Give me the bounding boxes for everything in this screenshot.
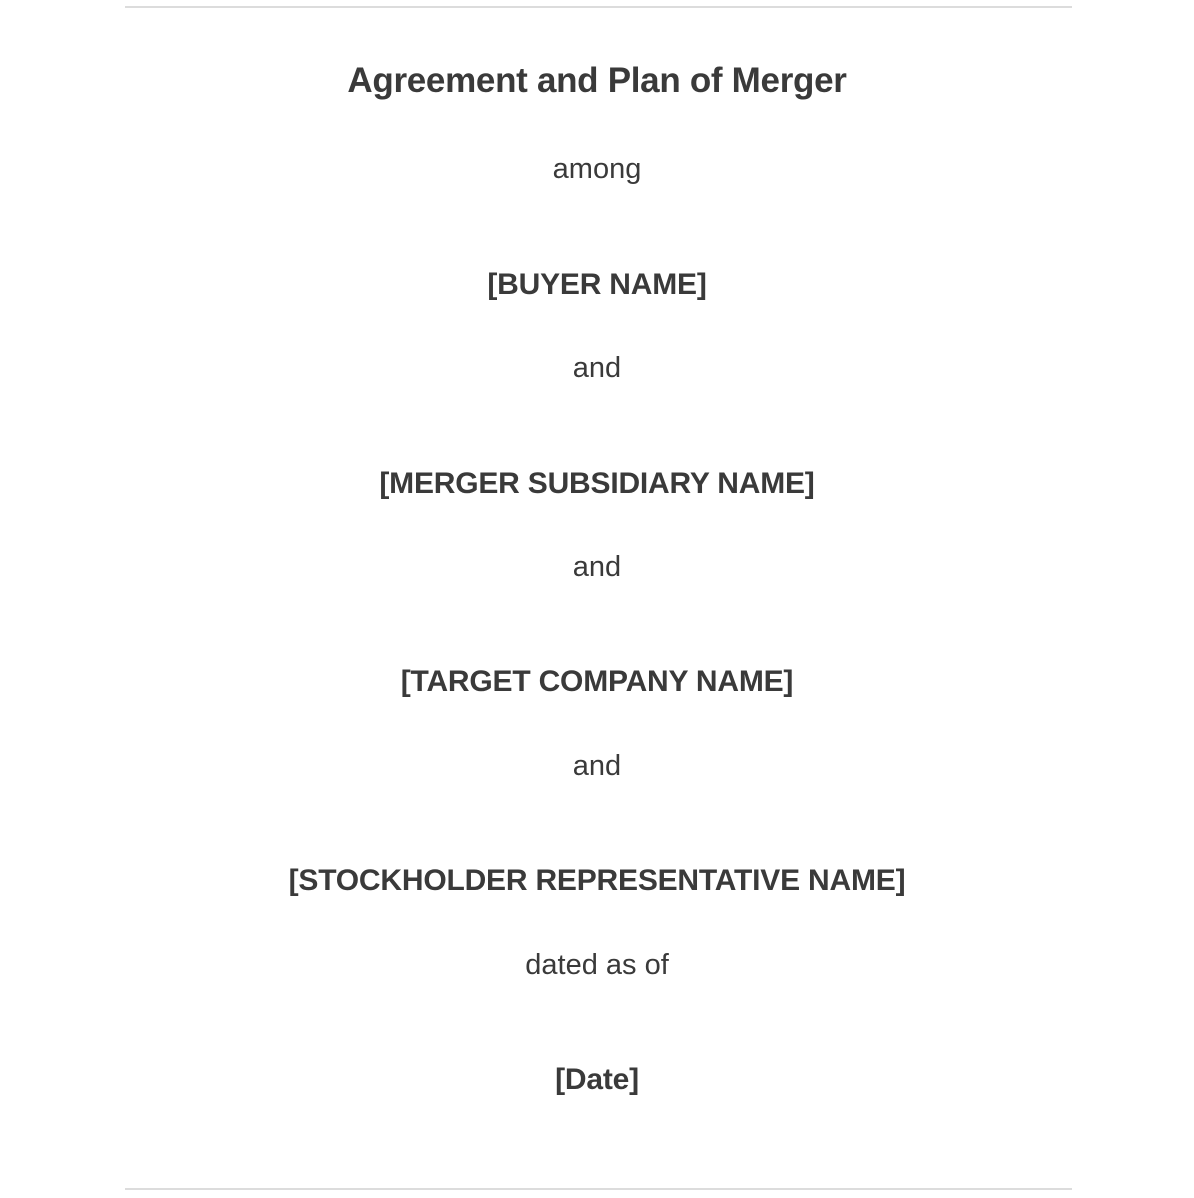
party-buyer: [BUYER NAME] [487, 268, 707, 301]
party-target-company: [TARGET COMPANY NAME] [400, 665, 794, 698]
connector-among: among [552, 153, 642, 185]
connector-and-1: and [572, 352, 622, 384]
bottom-divider [125, 1188, 1072, 1190]
connector-and-3: and [572, 750, 622, 782]
party-merger-subsidiary: [MERGER SUBSIDIARY NAME] [379, 467, 815, 500]
top-divider [125, 6, 1072, 8]
document-title: Agreement and Plan of Merger [347, 61, 847, 100]
party-stockholder-representative: [STOCKHOLDER REPRESENTATIVE NAME] [288, 864, 906, 897]
date-placeholder: [Date] [555, 1063, 639, 1096]
connector-and-2: and [572, 551, 622, 583]
dated-label: dated as of [525, 949, 669, 981]
